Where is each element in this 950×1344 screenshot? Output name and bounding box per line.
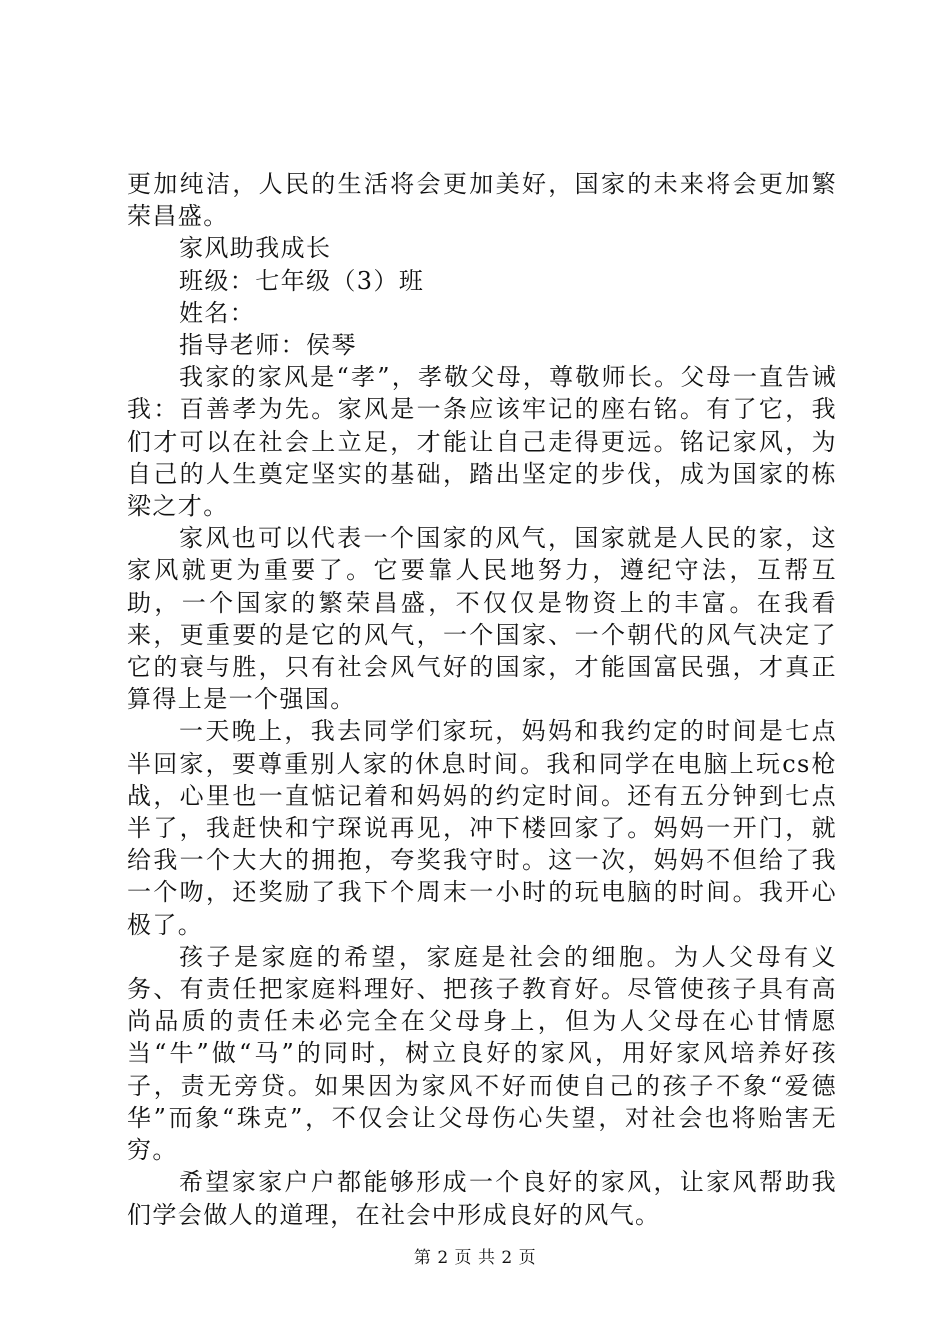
student-name: 姓名：	[179, 298, 256, 327]
paragraph: 希望家家户户都能够形成一个良好的家风，让家风帮助我们学会做人的道理，在社会中形成良好的风气。	[127, 1168, 837, 1229]
paragraph-continuation: 更加纯洁，人民的生活将会更加美好，国家的未来将会更加繁荣昌盛。	[127, 170, 837, 231]
paragraph: 一天晚上，我去同学们家玩，妈妈和我约定的时间是七点半回家，要尊重别人家的休息时间。我和同学在电脑上玩cs枪战，心里也一直惦记着和妈妈的约定时间。还有五分钟到七点半了，我赶快和宁琛说再见，冲下楼回家了。妈妈一开门，就给我一个大大的拥抱，夸奖我守时。这一次，妈妈不但给了我一个吻，还奖励了我下个周末一小时的玩电脑的时间。我开心极了。	[127, 717, 837, 939]
paragraph: 孩子是家庭的希望，家庭是社会的细胞。为人父母有义务、有责任把家庭料理好、把孩子教育好。尽管使孩子具有高尚品质的责任未必完全在父母身上，但为人父母在心甘情愿当“牛”做“马”的同时，树立良好的家风，用好家风培养好孩子，责无旁贷。如果因为家风不好而使自己的孩子不象“爱德华”而象“珠克”，不仅会让父母伤心失望，对社会也将贻害无穷。	[127, 942, 837, 1165]
class-info: 班级：七年级（3）班	[179, 266, 425, 295]
document-body	[127, 168, 837, 1231]
page-footer: 第 2 页 共 2 页	[413, 1248, 537, 1268]
paragraph: 家风也可以代表一个国家的风气，国家就是人民的家，这家风就更为重要了。它要靠人民地努力，遵纪守法，互帮互助，一个国家的繁荣昌盛，不仅仅是物资上的丰富。在我看来，更重要的是它的风气，一个国家、一个朝代的风气决定了它的衰与胜，只有社会风气好的国家，才能国富民强，才真正算得上是一个强国。	[127, 524, 837, 714]
teacher-info: 指导老师：侯琴	[179, 331, 357, 360]
paragraph: 我家的家风是“孝”，孝敬父母，尊敬师长。父母一直告诫我：百善孝为先。家风是一条应该牢记的座右铭。有了它，我们才可以在社会上立足，才能让自己走得更远。铭记家风，为自己的人生奠定坚实的基础，踏出坚定的步伐，成为国家的栋梁之才。	[127, 363, 837, 521]
essay-title: 家风助我成长	[179, 234, 332, 263]
